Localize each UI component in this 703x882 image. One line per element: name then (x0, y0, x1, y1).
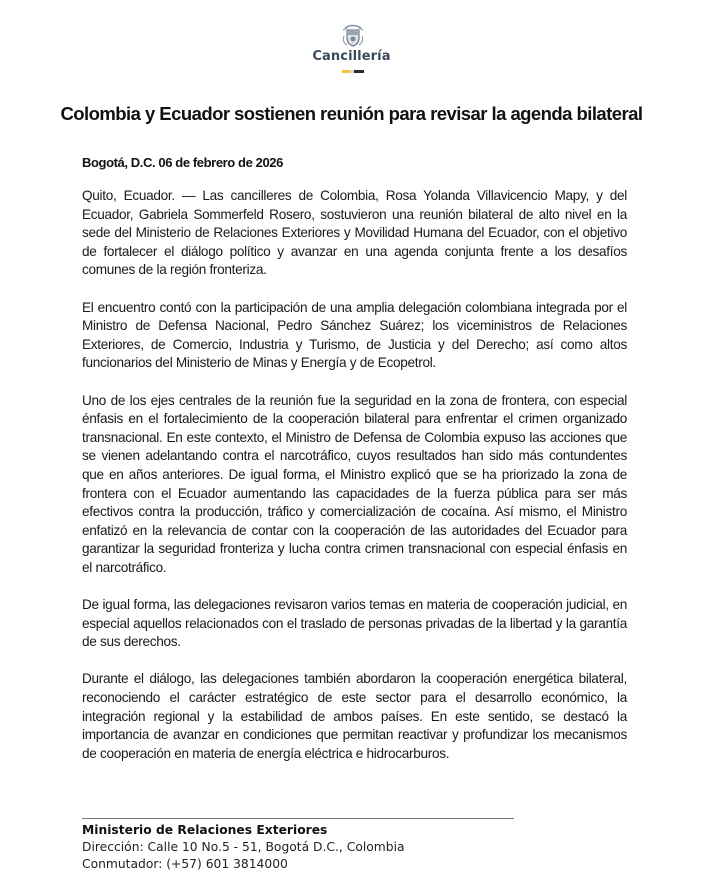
paragraph-delegation: El encuentro contó con la participación de una amplia delegación colombiana integrada por el Ministro de Defensa Nacional, Pedro Sánchez Suárez; los viceministros de Relaciones Exteriores, de Comercio, Industria y Turismo, de Justicia y del Derecho; así como altos funcionarios del Ministerio de Minas y Energía y de Ecopetrol. (82, 299, 627, 371)
footer-organization: Ministerio de Relaciones Exteriores (82, 823, 328, 837)
footer-phone: Conmutador: (+57) 601 3814000 (82, 857, 288, 871)
flag-colorbar (342, 70, 364, 73)
footer-divider (82, 818, 514, 819)
colombia-coat-of-arms-icon (340, 22, 366, 48)
document-title: Colombia y Ecuador sostienen reunión para revisar la agenda bilateral (60, 103, 643, 124)
document-body (82, 187, 627, 782)
paragraph-judicial: De igual forma, las delegaciones revisaron varios temas en materia de cooperación judicial, en especial aquellos relacionados con el traslado de personas privadas de la libertad y la garantía de sus derechos. (82, 597, 627, 650)
paragraph-opening: Quito, Ecuador. — Las cancilleres de Colombia, Rosa Yolanda Villavicencio Mapy, y del Ecuador, Gabriela Sommerfeld Rosero, sostuvieron una reunión bilateral de alto nivel en la sede del Ministerio de Relaciones Exteriores y Movilidad Humana del Ecuador, con el objetivo de fortalecer el diálogo político y avanzar en una agenda conjunta frente a los desafíos comunes de la región fronteriza. (82, 188, 627, 278)
paragraph-energy: Durante el diálogo, las delegaciones también abordaron la cooperación energética bilateral, reconociendo el carácter estratégico de este sector para el desarrollo económico, la integración regional y la estabilidad de ambos países. En este sentido, se destacó la importancia de avanzar en condiciones que permitan reactivar y profundizar los mecanismos de cooperación en materia de energía eléctrica e hidrocarburos. (82, 671, 627, 761)
colorbar-yellow (342, 70, 350, 73)
colorbar-dark (354, 70, 364, 73)
footer-address: Dirección: Calle 10 No.5 - 51, Bogotá D.C., Colombia (82, 840, 405, 854)
paragraph-security: Uno de los ejes centrales de la reunión fue la seguridad en la zona de frontera, con especial énfasis en el fortalecimiento de la cooperación bilateral para enfrentar el crimen organizado transnacional. En este contexto, el Ministro de Defensa de Colombia expuso las acciones que se vienen adelantando contra el narcotráfico, cuyos resultados han sido más contundentes que en años anteriores. De igual forma, el Ministro explicó que se ha priorizado la zona de frontera con el Ecuador aumentando las capacidades de la fuerza pública para ser más efectivos contra la producción, tráfico y comercialización de cocaína. Así mismo, el Ministro enfatizó en la relevancia de contar con la cooperación de las autoridades del Ecuador para garantizar la seguridad fronteriza y lucha contra crimen transnacional con especial énfasis en el narcotráfico. (82, 392, 627, 575)
cancilleria-wordmark: Cancillería (312, 49, 391, 64)
dateline: Bogotá, D.C. 06 de febrero de 2026 (82, 155, 283, 170)
footer (82, 822, 405, 873)
